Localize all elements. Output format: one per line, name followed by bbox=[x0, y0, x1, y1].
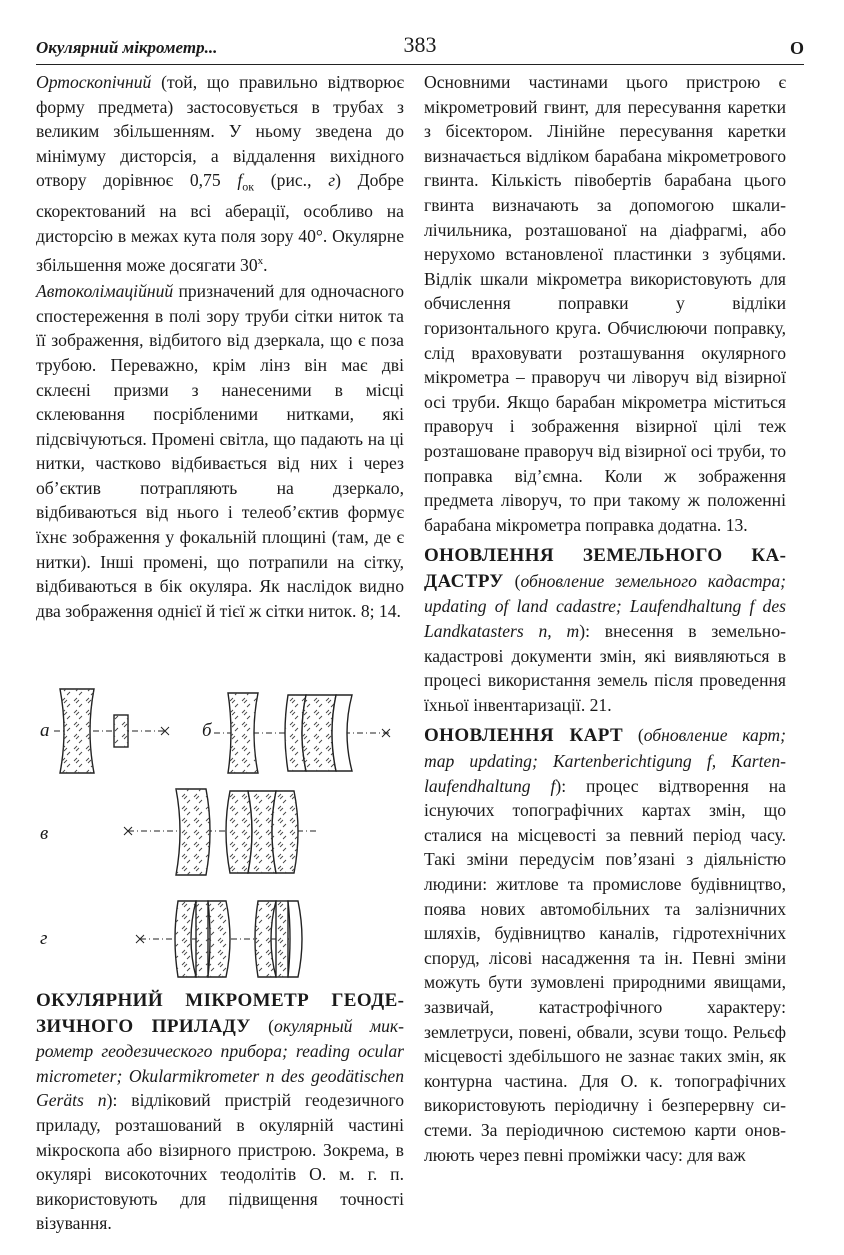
eyepiece-diagram-a bbox=[54, 689, 169, 773]
entry-translations: обновление земельного кадастра; updating of land cadastre; Laufendhaltung f des Landkatasters n, m bbox=[424, 570, 787, 642]
eyepiece-diagrams bbox=[36, 685, 404, 985]
section-letter: О bbox=[789, 38, 804, 58]
paragraph-autocollimation: Автоколімаційний призначений для одночасного спостереження в полі зору труби сітки ниток та її зображення, відбитого від дзеркала, що є поза трубою. Переважно, крім лінз він має дві склеєні призми з нанесеними в місці склеювання посрібленими нитками, які підсвічуються. Промені світла, що падають на ці нитки, частково відбивається від них і через об’єктив потрапляють на дзеркало, відбиваються від нього і телеоб’єктив формує їхнє зображення у фокальній площині (там, де є нитки). Інші промені, що потрапили на сітку, відбиваються в бік окуляра. Як наслідок видно два зображення однієї й тієї ж сітки ниток. 8; 14. bbox=[36, 281, 404, 621]
figure-label-a: а bbox=[40, 720, 50, 741]
left-column-entry bbox=[36, 988, 404, 1236]
entry-translations: окулярный микрометр геодезического прибора; reading ocular micrometer; Okularmikrometer n des geodätischen Geräts n bbox=[36, 1015, 404, 1111]
eyepiece-diagram-g bbox=[136, 901, 304, 977]
figure-label-g: г bbox=[40, 928, 48, 949]
entry-definition: відліковий пристрій геодезичного приладу, розташований в окулярній частині мікроскопа або візирного пристрою. Зокрема, в окулярі високоточних теодолітів О. м. г. п. використовують для підвищення точності візування. bbox=[36, 1090, 405, 1234]
figure-label-v: в bbox=[40, 823, 49, 844]
entry-map-update: ОНОВЛЕННЯ КАРТ (обновление карт; map updating; Kartenberichtigung f, Kartenlaufendhaltung f): процес відтворення на існуючих топографічних картах змін, що сталися на місцевості за певний період часу. Такі зміни передусім пов’язані з діяльністю людини: житлове та промислове будівництво, поява нових автомобільних та залізничних шляхів, будівництво каналів, гідротехнічних споруд, лісові насадження та ін. Певні зміни можуть бути зумовлені природними явищами, зазвичай, катастрофічного характеру: землетруси, повені, обвали, зсуви тощо. Рельєф місцевості здебільшого не зазнає таких змін, як контурна частина. Для О. к. топографічних використовують періодичну і безперервну системи. За періодичною системою карти оновлюють через певні проміжки часу: для важ bbox=[424, 725, 786, 1165]
page-number: 383 bbox=[403, 32, 437, 57]
entry-eyepiece-micrometer: ОКУЛЯРНИЙ МІКРОМЕТР ГЕОДЕЗИЧНОГО ПРИЛАДУ (окулярный микрометр геодезического прибора; reading ocular micrometer; Okularmikrometer n des geodätischen Geräts n): відліковий пристрій геодезичного приладу, розташований в окулярній частині мікроскопа або візирного пристрою. Зокрема, в окулярі високоточних теодолітів О. м. г. п. використовують для підвищення точності візування. bbox=[36, 990, 405, 1234]
paragraph-orthoscopic: Ортоскопічний (той, що правильно відтворює форму предмета) застосовується в трубах з великим збільшенням. У ньому зведена до мінімуму дисторсія, а віддалення вихідного отвору дорівнює 0,75 $f_{ок}$ (рис., г) Добре скоректований на всі аберації, особливо на дисторсію в межах кута поля зору 40°. Окулярне збільшення може досягати $30^х$. bbox=[36, 72, 404, 275]
term-orthoscopic: Ортоскопічний bbox=[36, 72, 152, 92]
entry-land-cadastre-update: ОНОВЛЕННЯ ЗЕМЕЛЬНОГО КАДАСТРУ (обновление земельного кадастра; updating of land cadastre; Laufendhaltung f des Landkatasters n, m): внесення в земельно-кадастрові документи змін, які виявляються в процесі використання земель після проведення їхньої інвентаризації. 21. bbox=[424, 545, 787, 715]
entry-headword: ОНОВЛЕННЯ КАРТ bbox=[424, 725, 624, 747]
header-rule bbox=[36, 64, 804, 65]
term-autocollimation: Автоколімаційний bbox=[36, 281, 174, 302]
entry-translations: обновление карт; map updating; Kartenberichtigung f, Kartenlaufendhaltung f bbox=[424, 725, 786, 796]
entry-definition: процес відтворення на існуючих топографічних картах змін, що сталися на місцевості за певний період часу. Такі зміни передусім пов’язані з діяльністю людини: житлове та промислове будівництво, поява нових автомобільних та залізничних шляхів, будівництво каналів, гідротехнічних споруд, лісові насадження та ін. Певні зміни можуть бути зумовлені природними явищами, зазвичай, катастрофічного характеру: землетруси, повені, обвали, зсуви тощо. Рельєф місцевості здебільшого не зазнає таких змін, як контурна частина. Для О. к. топографічних використовують періодичну і безперервну системи. За періодичною системою карти оновлюють через певні проміжки часу: для важ bbox=[424, 775, 786, 1165]
right-column bbox=[424, 70, 786, 1167]
running-head bbox=[36, 32, 804, 62]
figure-label-b: б bbox=[202, 720, 212, 741]
eyepiece-diagram-b bbox=[214, 693, 391, 773]
entry-headword: ОНОВЛЕННЯ ЗЕМЕЛЬНОГО КАДАСТРУ bbox=[424, 545, 786, 592]
running-head-title: Окулярний мікрометр... bbox=[36, 38, 218, 57]
entry-definition: внесення в земельно-кадастрові документи змін, які виявляються в процесі використання земель після проведення їхньої інвентаризації. 21. bbox=[424, 621, 786, 715]
entry-headword: ОКУЛЯРНИЙ МІКРОМЕТР ГЕОДЕЗИЧНОГО ПРИЛАДУ bbox=[36, 990, 404, 1037]
eyepiece-figure bbox=[36, 685, 404, 985]
paragraph-micrometer-parts: Основними частинами цього пристрою є мікрометровий гвинт, для пересування каретки з бісектором. Лінійне пересування каретки визначається відліком барабана мікрометрового гвинта. Кількість півобертів барабана цього гвинта визначають за допомогою шкали-лічильника, розташованої на діафрагмі, або нерухомо встановленої пластинки з зубцями. Відлік шкали мікрометра використовують для обчислення поправки у відліки горизонтального круга. Обчислюючи поправку, слід враховувати розташування окулярного мікрометра – праворуч чи ліворуч від візирної осі труби. Якщо барабан мікрометра міститься праворуч і зображення візирної цілі теж розташоване праворуч від візирної осі труби, то поправка від’ємна. Коли ж зображення предмета ліворуч, то при такому ж положенні барабана мікрометра поправка додатна. 13. bbox=[424, 72, 786, 535]
eyepiece-diagram-v bbox=[124, 789, 318, 875]
left-column bbox=[36, 70, 404, 623]
